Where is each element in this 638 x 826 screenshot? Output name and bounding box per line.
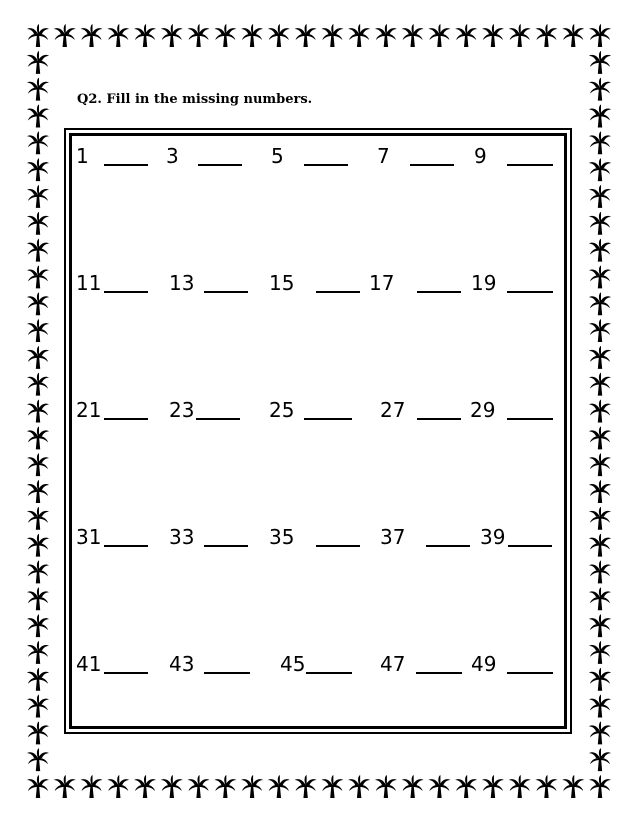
palm-tree-icon bbox=[402, 24, 424, 47]
palm-tree-icon bbox=[81, 775, 103, 798]
palm-tree-icon bbox=[27, 185, 49, 208]
answer-blank[interactable] bbox=[316, 291, 360, 293]
palm-tree-icon bbox=[589, 641, 611, 664]
palm-tree-icon bbox=[402, 775, 424, 798]
palm-tree-icon bbox=[27, 78, 49, 101]
palm-tree-icon bbox=[27, 534, 49, 557]
palm-tree-icon bbox=[589, 426, 611, 449]
palm-tree-icon bbox=[589, 346, 611, 369]
answer-blank[interactable] bbox=[104, 418, 148, 420]
palm-tree-icon bbox=[188, 775, 210, 798]
palm-tree-icon bbox=[27, 265, 49, 288]
palm-tree-icon bbox=[27, 695, 49, 718]
number-49: 49 bbox=[471, 652, 497, 676]
palm-tree-icon bbox=[27, 560, 49, 583]
number-25: 25 bbox=[269, 398, 295, 422]
answer-blank[interactable] bbox=[204, 672, 250, 674]
palm-tree-icon bbox=[27, 51, 49, 74]
palm-tree-icon bbox=[27, 453, 49, 476]
palm-tree-icon bbox=[268, 775, 290, 798]
palm-tree-icon bbox=[161, 24, 183, 47]
answer-blank[interactable] bbox=[507, 418, 553, 420]
palm-tree-icon bbox=[27, 668, 49, 691]
palm-tree-icon bbox=[589, 587, 611, 610]
number-33: 33 bbox=[169, 525, 195, 549]
palm-tree-icon bbox=[562, 24, 584, 47]
number-39: 39 bbox=[480, 525, 506, 549]
palm-tree-icon bbox=[107, 24, 129, 47]
palm-tree-icon bbox=[27, 131, 49, 154]
palm-tree-icon bbox=[134, 24, 156, 47]
number-15: 15 bbox=[269, 271, 295, 295]
palm-tree-icon bbox=[348, 775, 370, 798]
palm-tree-icon bbox=[428, 775, 450, 798]
answer-blank[interactable] bbox=[426, 545, 470, 547]
palm-tree-icon bbox=[589, 560, 611, 583]
answer-blank[interactable] bbox=[104, 672, 148, 674]
palm-tree-icon bbox=[27, 292, 49, 315]
palm-tree-icon bbox=[27, 721, 49, 744]
answer-blank[interactable] bbox=[417, 418, 461, 420]
answer-blank[interactable] bbox=[204, 291, 248, 293]
answer-frame bbox=[64, 128, 572, 734]
number-35: 35 bbox=[269, 525, 295, 549]
answer-blank[interactable] bbox=[417, 291, 461, 293]
answer-blank[interactable] bbox=[204, 545, 248, 547]
answer-blank[interactable] bbox=[198, 164, 242, 166]
palm-tree-icon bbox=[589, 695, 611, 718]
number-37: 37 bbox=[380, 525, 406, 549]
palm-tree-icon bbox=[27, 373, 49, 396]
palm-tree-icon bbox=[589, 480, 611, 503]
answer-blank[interactable] bbox=[410, 164, 454, 166]
answer-blank[interactable] bbox=[507, 672, 553, 674]
answer-blank[interactable] bbox=[507, 164, 553, 166]
palm-tree-icon bbox=[54, 24, 76, 47]
palm-tree-icon bbox=[321, 775, 343, 798]
palm-tree-icon bbox=[589, 24, 611, 47]
palm-tree-icon bbox=[589, 748, 611, 771]
palm-tree-icon bbox=[375, 24, 397, 47]
palm-tree-icon bbox=[589, 721, 611, 744]
palm-tree-icon bbox=[589, 453, 611, 476]
answer-blank[interactable] bbox=[104, 545, 148, 547]
palm-tree-icon bbox=[27, 104, 49, 127]
palm-tree-icon bbox=[27, 587, 49, 610]
palm-tree-icon bbox=[535, 775, 557, 798]
palm-tree-icon bbox=[107, 775, 129, 798]
number-7: 7 bbox=[377, 144, 390, 168]
palm-tree-icon bbox=[295, 775, 317, 798]
sequence-row bbox=[66, 271, 570, 301]
number-21: 21 bbox=[76, 398, 102, 422]
number-3: 3 bbox=[166, 144, 179, 168]
number-5: 5 bbox=[271, 144, 284, 168]
palm-tree-icon bbox=[589, 158, 611, 181]
palm-tree-icon bbox=[27, 212, 49, 235]
palm-tree-icon bbox=[134, 775, 156, 798]
palm-tree-icon bbox=[27, 400, 49, 423]
palm-tree-icon bbox=[348, 24, 370, 47]
number-29: 29 bbox=[470, 398, 496, 422]
palm-tree-icon bbox=[27, 507, 49, 530]
palm-tree-icon bbox=[509, 24, 531, 47]
palm-tree-icon bbox=[589, 400, 611, 423]
number-23: 23 bbox=[169, 398, 195, 422]
palm-tree-icon bbox=[241, 775, 263, 798]
palm-tree-icon bbox=[589, 265, 611, 288]
palm-tree-icon bbox=[589, 775, 611, 798]
number-47: 47 bbox=[380, 652, 406, 676]
answer-blank[interactable] bbox=[196, 418, 240, 420]
answer-blank[interactable] bbox=[104, 291, 148, 293]
palm-tree-icon bbox=[81, 24, 103, 47]
palm-tree-icon bbox=[241, 24, 263, 47]
palm-tree-icon bbox=[535, 24, 557, 47]
palm-tree-icon bbox=[214, 775, 236, 798]
answer-blank[interactable] bbox=[306, 672, 352, 674]
palm-tree-icon bbox=[589, 185, 611, 208]
palm-tree-icon bbox=[589, 104, 611, 127]
palm-tree-icon bbox=[589, 292, 611, 315]
number-45: 45 bbox=[280, 652, 306, 676]
answer-blank[interactable] bbox=[304, 418, 352, 420]
number-1: 1 bbox=[76, 144, 89, 168]
palm-tree-icon bbox=[27, 480, 49, 503]
answer-blank[interactable] bbox=[508, 545, 552, 547]
palm-tree-icon bbox=[27, 748, 49, 771]
palm-tree-icon bbox=[589, 614, 611, 637]
palm-tree-icon bbox=[589, 373, 611, 396]
number-19: 19 bbox=[471, 271, 497, 295]
answer-blank[interactable] bbox=[507, 291, 553, 293]
palm-tree-icon bbox=[589, 239, 611, 262]
palm-tree-icon bbox=[161, 775, 183, 798]
palm-tree-icon bbox=[27, 158, 49, 181]
palm-tree-icon bbox=[589, 78, 611, 101]
palm-tree-icon bbox=[589, 534, 611, 557]
palm-tree-icon bbox=[482, 775, 504, 798]
palm-tree-icon bbox=[27, 24, 49, 47]
palm-tree-icon bbox=[455, 775, 477, 798]
palm-tree-icon bbox=[27, 614, 49, 637]
number-27: 27 bbox=[380, 398, 406, 422]
number-31: 31 bbox=[76, 525, 102, 549]
palm-tree-icon bbox=[455, 24, 477, 47]
number-43: 43 bbox=[169, 652, 195, 676]
palm-tree-icon bbox=[589, 131, 611, 154]
palm-tree-icon bbox=[589, 212, 611, 235]
sequence-row bbox=[66, 525, 570, 555]
number-9: 9 bbox=[474, 144, 487, 168]
palm-tree-icon bbox=[27, 775, 49, 798]
palm-tree-icon bbox=[428, 24, 450, 47]
palm-tree-icon bbox=[321, 24, 343, 47]
palm-tree-icon bbox=[27, 426, 49, 449]
number-11: 11 bbox=[76, 271, 102, 295]
palm-tree-icon bbox=[482, 24, 504, 47]
answer-frame-inner bbox=[69, 133, 567, 729]
palm-tree-icon bbox=[589, 507, 611, 530]
palm-tree-icon bbox=[562, 775, 584, 798]
answer-blank[interactable] bbox=[304, 164, 348, 166]
palm-tree-icon bbox=[27, 641, 49, 664]
palm-tree-icon bbox=[188, 24, 210, 47]
question-heading: Q2. Fill in the missing numbers. bbox=[77, 92, 313, 107]
answer-blank[interactable] bbox=[316, 545, 360, 547]
number-41: 41 bbox=[76, 652, 102, 676]
answer-blank[interactable] bbox=[104, 164, 148, 166]
sequence-row bbox=[66, 144, 570, 174]
palm-tree-icon bbox=[589, 319, 611, 342]
answer-blank[interactable] bbox=[416, 672, 462, 674]
palm-tree-icon bbox=[54, 775, 76, 798]
palm-tree-icon bbox=[295, 24, 317, 47]
palm-tree-icon bbox=[589, 668, 611, 691]
sequence-row bbox=[66, 652, 570, 682]
palm-tree-icon bbox=[27, 319, 49, 342]
palm-tree-icon bbox=[27, 239, 49, 262]
palm-tree-icon bbox=[214, 24, 236, 47]
sequence-row bbox=[66, 398, 570, 428]
palm-tree-icon bbox=[375, 775, 397, 798]
number-17: 17 bbox=[369, 271, 395, 295]
palm-tree-icon bbox=[268, 24, 290, 47]
number-13: 13 bbox=[169, 271, 195, 295]
palm-tree-icon bbox=[27, 346, 49, 369]
palm-tree-icon bbox=[589, 51, 611, 74]
palm-tree-icon bbox=[509, 775, 531, 798]
